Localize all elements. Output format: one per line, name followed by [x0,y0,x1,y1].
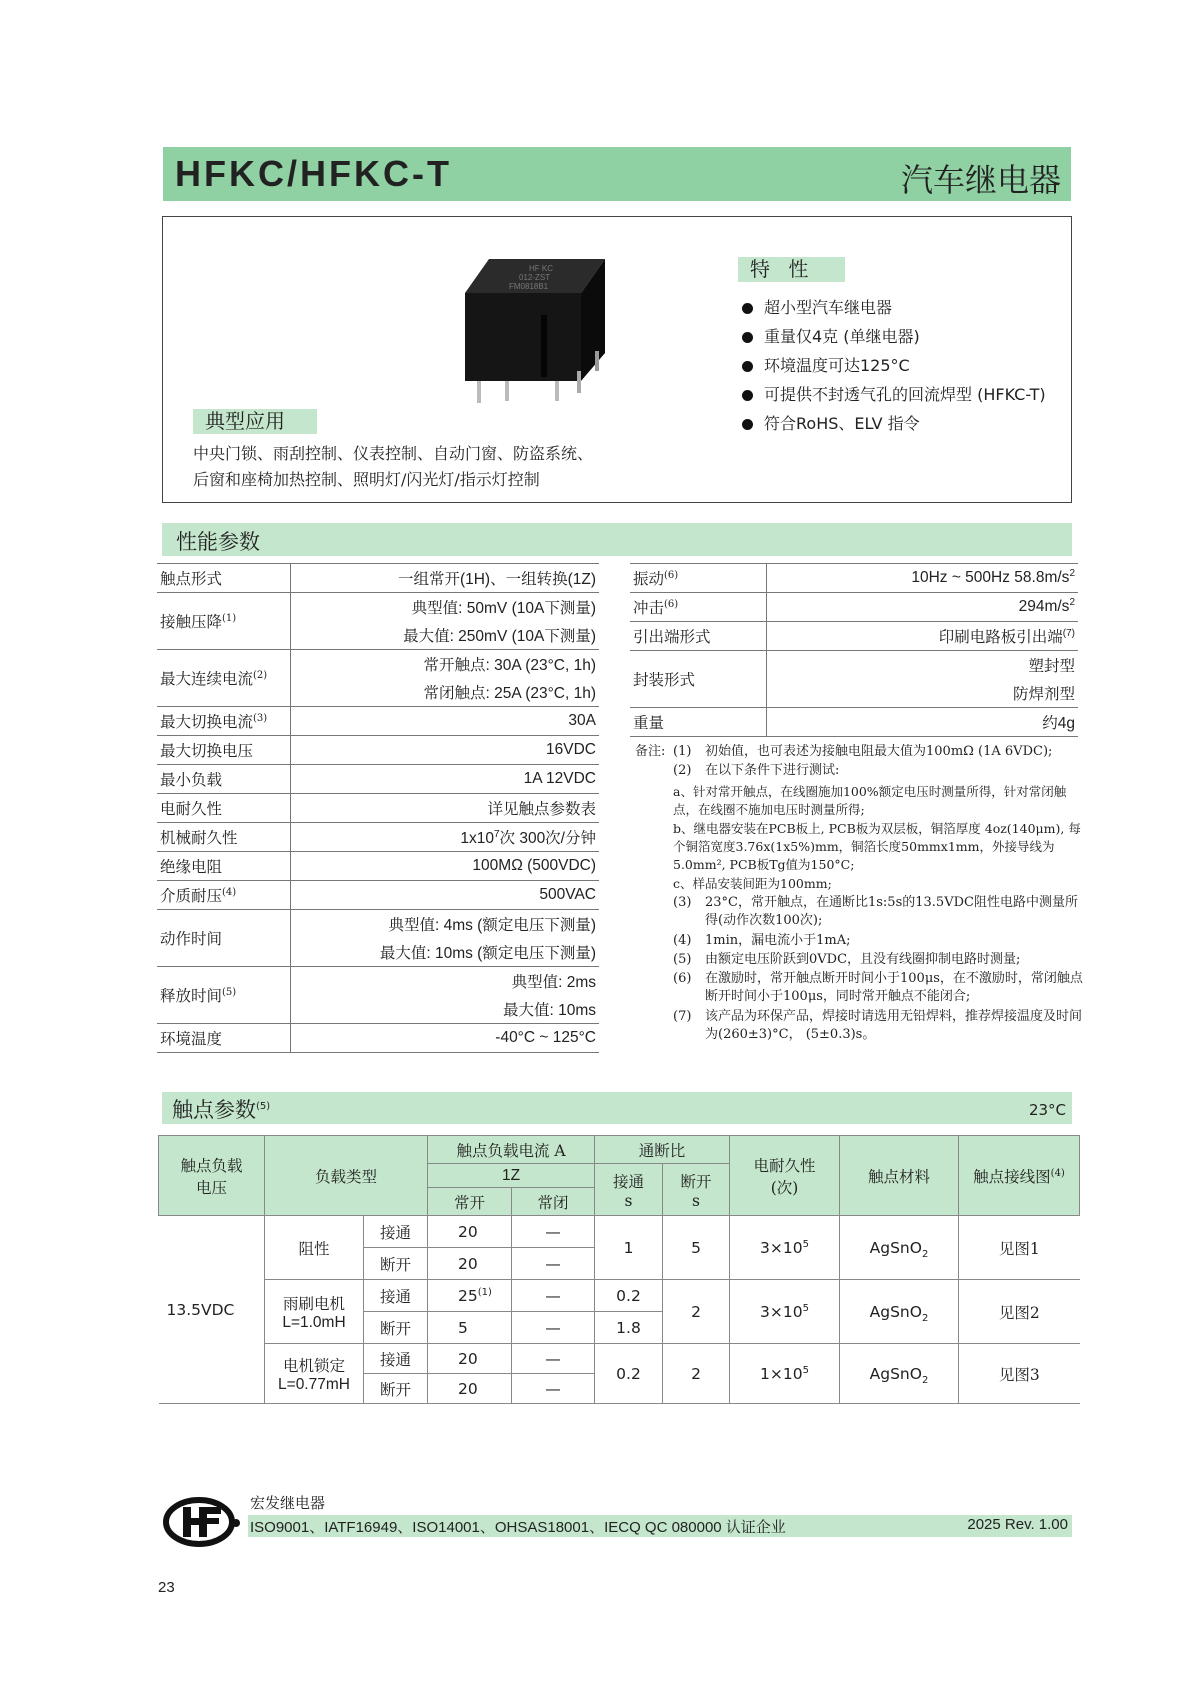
note-4-key: (4) [673,933,692,948]
bullet-icon [742,361,753,372]
contact-material: AgSnO$_2$ [840,1280,959,1344]
note-4-text: 1min，漏电流小于1mA; [705,933,851,948]
param-label: 机械耐久性 [157,823,290,852]
current-nc: — [512,1280,595,1312]
param-label: 振动$^{(6)}$ [630,564,766,593]
header-nc: 常闭 [512,1188,595,1216]
current-nc: — [512,1216,595,1248]
current-nc: — [512,1374,595,1404]
param-label: 介质耐压$^{(4)}$ [157,881,290,910]
load-type: 电机锁定 L=0.77mH [265,1344,364,1404]
note-6-text: 在激励时，常开触点断开时间小于100μs，在不激励时，常闭触点断开时间小于100μs，同时常开触点不能闭合; [705,971,1083,1005]
electrical-life: $3\times 10^5$ [730,1216,840,1280]
param-value: 常闭触点: 25A (23°C, 1h) [423,685,596,702]
note-5-key: (5) [673,952,692,967]
param-value: 防焊剂型 [1012,686,1075,703]
applications-title: 典型应用 [193,409,317,434]
param-label: 触点形式 [157,564,290,593]
param-label: 绝缘电阻 [157,852,290,881]
bullet-icon [742,332,753,343]
param-label: 引出端形式 [630,622,766,651]
feature-item: 可提供不封透气孔的回流焊型 (HFKC-T) [739,380,1046,409]
hongfa-logo-icon [163,1497,243,1547]
param-value: 16VDC [290,736,599,765]
param-label: 封装形式 [630,651,766,708]
relay-marking-1: HF KC [529,264,553,273]
company-name: 宏发继电器 [250,1494,326,1512]
note-5-text: 由额定电压阶跃到0VDC，且没有线圈抑制电路时测量; [705,952,1021,967]
param-label: 冲击$^{(6)}$ [630,593,766,622]
param-label: 重量 [630,708,766,737]
param-value: 约4g [766,708,1078,737]
param-label: 最大切换电流$^{(3)}$ [157,707,290,736]
param-value: 500VAC [290,881,599,910]
relay-marking-2: 012-ZST [519,273,551,282]
param-value: 30A [290,707,599,736]
title-bar [163,147,1071,201]
param-value: 典型值: 4ms (额定电压下测量) [290,910,599,939]
feature-item: 环境温度可达125°C [739,351,1046,380]
applications-text: 中央门锁、雨刮控制、仪表控制、自动门窗、防盗系统、 后窗和座椅加热控制、照明灯/闪光灯/指示灯控制 [193,444,594,489]
feature-item: 超小型汽车继电器 [739,293,1046,322]
param-label: 最大切换电压 [157,736,290,765]
note-7-key: (7) [673,1009,692,1024]
phase-label: 断开 [364,1248,428,1280]
revision: 2025 Rev. 1.00 [967,1516,1068,1533]
performance-table-left [157,563,599,1053]
param-label: 电耐久性 [157,794,290,823]
param-value: 常开触点: 30A (23°C, 1h) [290,650,599,679]
header-life: 电耐久性 (次) [730,1136,840,1216]
features-list [739,293,1046,438]
param-value: 最大值: 10ms (额定电压下测量) [379,945,596,962]
contact-test-temperature: 23°C [1028,1101,1066,1119]
product-model: HFKC/HFKC-T [175,153,452,194]
phase-label: 接通 [364,1344,428,1374]
features-title: 特 性 [738,257,845,282]
current-no: 25$^{(1)}$ [428,1280,512,1312]
ratio-off: 2 [663,1280,730,1344]
wiring-diagram-ref: 见图3 [959,1344,1080,1404]
param-value: 100MΩ (500VDC) [290,852,599,881]
relay-product-image [459,253,611,407]
param-value: $294m/s^2$ [766,593,1078,622]
note-2-key: (2) [673,763,692,778]
electrical-life: $1\times 10^5$ [730,1344,840,1404]
current-no: 20 [428,1374,512,1404]
load-type: 雨刷电机 L=1.0mH [265,1280,364,1344]
header-current: 触点负载电流 A [428,1136,595,1164]
voltage-cell: 13.5VDC [159,1216,265,1404]
param-label: 释放时间$^{(5)}$ [157,967,290,1024]
feature-item: 重量仅4克 (单继电器) [739,322,1046,351]
param-value: 最大值: 250mV (10A下测量) [403,628,596,645]
performance-title: 性能参数 [176,530,260,554]
param-value: $1x10^7$次 300次/分钟 [290,823,599,852]
page-number: 23 [158,1579,175,1596]
footer-bar [248,1515,1072,1537]
param-value: 塑封型 [766,651,1078,680]
note-2c: c、样品安装间距为100mm; [673,876,832,891]
ratio-off: 5 [663,1216,730,1280]
note-1-key: (1) [673,744,692,759]
header-material: 触点材料 [840,1136,959,1216]
param-label: 环境温度 [157,1024,290,1053]
electrical-life: $3\times 10^5$ [730,1280,840,1344]
note-2-text: 在以下条件下进行测试: [705,763,840,778]
ratio-on: 1.8 [595,1312,663,1344]
param-value: 典型值: 2ms [290,967,599,996]
contact-title: 触点参数$^{(5)}$ [172,1098,271,1122]
param-label: 最大连续电流$^{(2)}$ [157,650,290,707]
wiring-diagram-ref: 见图1 [959,1216,1080,1280]
relay-marking-3: FM0818B1 [509,282,549,291]
note-1-text: 初始值，也可表述为接触电阻最大值为100mΩ (1A 6VDC); [705,744,1053,759]
header-load-type: 负载类型 [265,1136,428,1216]
current-no: 20 [428,1216,512,1248]
param-value: 典型值: 50mV (10A下测量) [290,593,599,622]
header-voltage: 触点负载 电压 [159,1136,265,1216]
param-value: 1A 12VDC [290,765,599,794]
header-on: 接通 s [595,1164,663,1216]
phase-label: 接通 [364,1280,428,1312]
ratio-off: 2 [663,1344,730,1404]
current-nc: — [512,1312,595,1344]
header-ratio: 通断比 [595,1136,730,1164]
contact-title-bar [162,1092,1072,1124]
param-label: 接触压降$^{(1)}$ [157,593,290,650]
param-label: 动作时间 [157,910,290,967]
param-value: -40°C ~ 125°C [290,1024,599,1053]
param-value: 最大值: 10ms [502,1002,596,1019]
header-no: 常开 [428,1188,512,1216]
wiring-diagram-ref: 见图2 [959,1280,1080,1344]
note-3-key: (3) [673,895,692,910]
phase-label: 断开 [364,1374,428,1404]
param-value: 详见触点参数表 [290,794,599,823]
phase-label: 断开 [364,1312,428,1344]
bullet-icon [742,419,753,430]
header-off: 断开 s [663,1164,730,1216]
current-nc: — [512,1344,595,1374]
product-category: 汽车继电器 [900,161,1061,199]
current-nc: — [512,1248,595,1280]
param-label: 最小负载 [157,765,290,794]
note-2a: a、针对常开触点，在线圈施加100%额定电压时测量所得，针对常闭触点，在线圈不施加电压时测量所得; [673,784,1067,818]
bullet-icon [742,390,753,401]
certifications: ISO9001、IATF16949、ISO14001、OHSAS18001、IECQ QC 080000 认证企业 [250,1519,786,1536]
note-2b: b、继电器安装在PCB板上, PCB板为双层板，铜箔厚度 4oz(140μm), 每个铜箔宽度3.76x(1x5%)mm，铜箔长度50mmx1mm，外接导线为5.0mm², PCB板Tg值为150°C; [673,821,1081,873]
note-7-text: 该产品为环保产品，焊接时请选用无铅焊料，推荐焊接温度及时间为(260±3)°C， (5±0.3)s。 [705,1009,1083,1043]
contact-material: AgSnO$_2$ [840,1344,959,1404]
param-value: 10Hz ~ 500Hz $58.8m/s^2$ [766,564,1078,593]
param-value: 一组常开(1H)、一组转换(1Z) [290,564,599,593]
ratio-on: 1 [595,1216,663,1280]
bullet-icon [742,303,753,314]
contact-table [158,1135,1080,1404]
phase-label: 接通 [364,1216,428,1248]
header-form: 1Z [428,1164,595,1188]
ratio-on: 0.2 [595,1280,663,1312]
performance-title-bar [162,523,1072,556]
note-3-text: 23°C，常开触点，在通断比1s:5s的13.5VDC阻性电路中测量所得(动作次数100次); [705,895,1078,929]
load-type: 阻性 [265,1216,364,1280]
current-no: 20 [428,1344,512,1374]
performance-table-right [630,563,1078,737]
current-no: 20 [428,1248,512,1280]
ratio-on: 0.2 [595,1344,663,1404]
param-value: 印刷电路板引出端$^{(7)}$ [766,622,1078,651]
current-no: 5 [428,1312,512,1344]
note-6-key: (6) [673,971,692,986]
contact-material: AgSnO$_2$ [840,1216,959,1280]
feature-item: 符合RoHS、ELV 指令 [739,409,1046,438]
header-diagram: 触点接线图$^{(4)}$ [959,1136,1080,1216]
intro-box [162,216,1072,503]
